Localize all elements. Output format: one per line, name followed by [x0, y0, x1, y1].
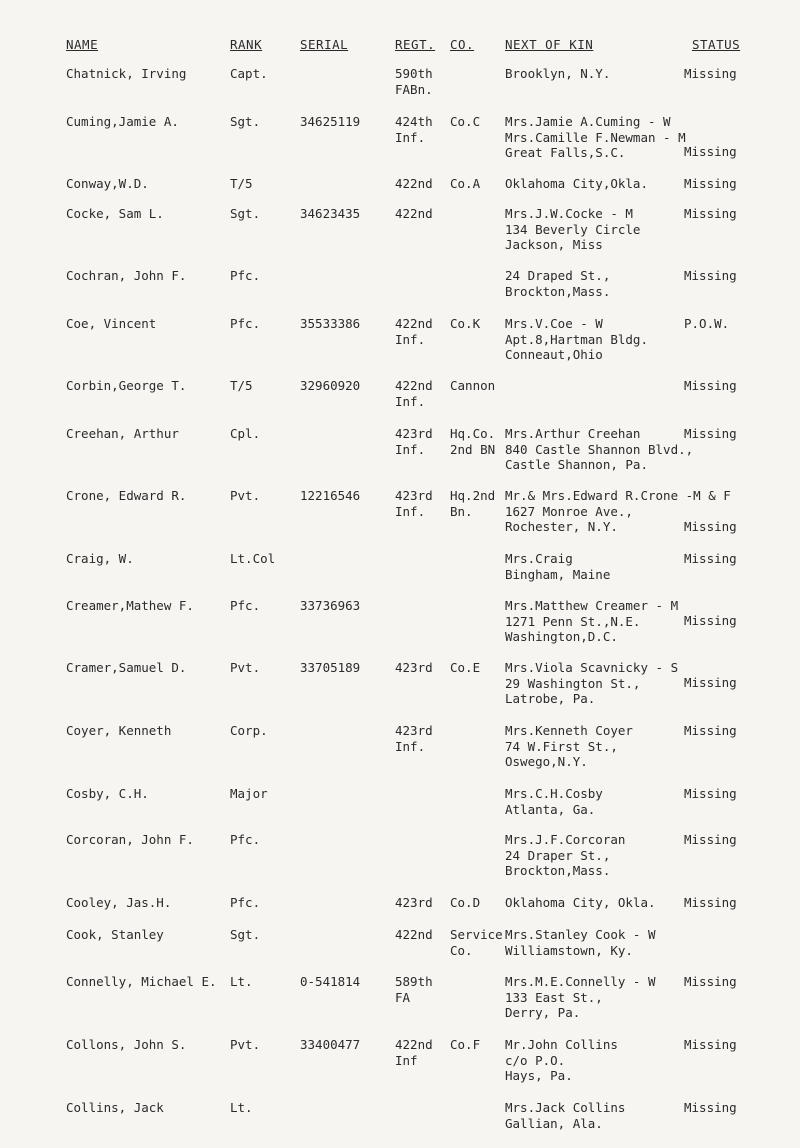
- header-regt: REGT.: [395, 37, 436, 52]
- next-of-kin-line: Mr.John Collins: [505, 1037, 618, 1052]
- serial-number: 35533386: [300, 316, 361, 331]
- regiment: [395, 1037, 433, 1068]
- status-value: Missing: [684, 66, 737, 81]
- serial-number: 33736963: [300, 598, 361, 613]
- next-of-kin-line: 74 W.First St.,: [505, 738, 618, 754]
- status-value: Missing: [684, 895, 737, 910]
- next-of-kin: [505, 114, 686, 161]
- next-of-kin-line: 24 Draped St.,: [505, 268, 611, 283]
- regiment-line: 423rd: [395, 895, 433, 910]
- status-value: Missing: [684, 378, 737, 393]
- soldier-rank: T/5: [230, 176, 253, 191]
- regiment: [395, 426, 433, 457]
- regiment: [395, 176, 433, 192]
- soldier-name: Cosby, C.H.: [66, 786, 149, 801]
- regiment-line: 423rd: [395, 660, 433, 675]
- next-of-kin-line: Atlanta, Ga.: [505, 801, 596, 817]
- soldier-rank: Pvt.: [230, 660, 261, 675]
- soldier-name: Collons, John S.: [66, 1037, 187, 1052]
- soldier-rank: Pvt.: [230, 1037, 261, 1052]
- soldier-name: Cochran, John F.: [66, 268, 187, 283]
- soldier-rank: Lt.: [230, 1100, 253, 1115]
- status-value: Missing: [684, 519, 737, 534]
- regiment: [395, 723, 433, 754]
- company-line: Co.C: [450, 114, 481, 129]
- next-of-kin: [505, 551, 610, 582]
- next-of-kin-line: Mrs.C.H.Cosby: [505, 786, 603, 801]
- next-of-kin-line: Mrs.Viola Scavnicky - S: [505, 660, 679, 675]
- next-of-kin-line: Mrs.Arthur Creehan: [505, 426, 641, 441]
- regiment-line: 422nd: [395, 927, 433, 942]
- soldier-rank: Pfc.: [230, 895, 261, 910]
- regiment-line: 422nd: [395, 378, 433, 393]
- next-of-kin-line: Williamstown, Ky.: [505, 942, 633, 958]
- soldier-rank: Pvt.: [230, 488, 261, 503]
- soldier-rank: Pfc.: [230, 832, 261, 847]
- company-line: Co.D: [450, 895, 481, 910]
- soldier-rank: Sgt.: [230, 927, 261, 942]
- regiment-line: 422nd: [395, 316, 433, 331]
- soldier-name: Coe, Vincent: [66, 316, 157, 331]
- company-line: Co.A: [450, 176, 481, 191]
- next-of-kin-line: Oswego,N.Y.: [505, 754, 588, 769]
- serial-number: 32960920: [300, 378, 361, 393]
- header-rank: RANK: [230, 37, 263, 52]
- regiment-line: 424th: [395, 114, 433, 129]
- company-line: 2nd BN: [450, 441, 496, 457]
- regiment: [395, 488, 433, 519]
- regiment-line: Inf.: [395, 129, 426, 145]
- company: [450, 426, 495, 457]
- soldier-rank: Sgt.: [230, 114, 261, 129]
- soldier-name: Cooley, Jas.H.: [66, 895, 172, 910]
- regiment: [395, 316, 433, 347]
- next-of-kin-line: Castle Shannon, Pa.: [505, 457, 648, 472]
- regiment: [395, 974, 433, 1005]
- soldier-name: Cocke, Sam L.: [66, 206, 164, 221]
- company-line: Hq.Co.: [450, 426, 496, 441]
- regiment: [395, 927, 433, 943]
- next-of-kin-line: Mrs.Camille F.Newman - M: [505, 129, 686, 145]
- next-of-kin-line: Jackson, Miss: [505, 237, 603, 252]
- soldier-rank: Lt.: [230, 974, 253, 989]
- regiment-line: 589th: [395, 974, 433, 989]
- regiment: [395, 114, 433, 145]
- company-line: Bn.: [450, 503, 473, 519]
- next-of-kin-line: Great Falls,S.C.: [505, 145, 626, 160]
- company-line: Service: [450, 927, 503, 942]
- soldier-name: Collins, Jack: [66, 1100, 164, 1115]
- status-value: Missing: [684, 786, 737, 801]
- next-of-kin: [505, 723, 633, 770]
- status-value: Missing: [684, 723, 737, 738]
- next-of-kin-line: Brockton,Mass.: [505, 283, 611, 299]
- status-value: Missing: [684, 206, 737, 221]
- next-of-kin-line: 1627 Monroe Ave.,: [505, 503, 633, 519]
- next-of-kin: [505, 927, 656, 958]
- regiment: [395, 895, 433, 911]
- next-of-kin-line: Brockton,Mass.: [505, 863, 611, 878]
- company-line: Co.F: [450, 1037, 481, 1052]
- soldier-name: Corcoran, John F.: [66, 832, 194, 847]
- next-of-kin: [505, 1100, 625, 1131]
- next-of-kin-line: Mrs.Jack Collins: [505, 1100, 626, 1115]
- soldier-rank: Sgt.: [230, 206, 261, 221]
- company: [450, 316, 480, 332]
- company-line: Cannon: [450, 378, 496, 393]
- serial-number: 33400477: [300, 1037, 361, 1052]
- soldier-name: Creamer,Mathew F.: [66, 598, 194, 613]
- next-of-kin-line: c/o P.O.: [505, 1052, 566, 1068]
- status-value: Missing: [684, 1100, 737, 1115]
- header-co: CO.: [450, 37, 475, 52]
- regiment-line: Inf.: [395, 738, 426, 754]
- soldier-rank: Cpl.: [230, 426, 261, 441]
- company-line: Hq.2nd: [450, 488, 496, 503]
- next-of-kin-line: 1271 Penn St.,N.E.: [505, 613, 641, 629]
- regiment-line: 422nd: [395, 206, 433, 221]
- soldier-rank: Pfc.: [230, 316, 261, 331]
- regiment-line: Inf.: [395, 441, 426, 457]
- header-serial: SERIAL: [300, 37, 349, 52]
- soldier-name: Coyer, Kenneth: [66, 723, 172, 738]
- company-line: Co.: [450, 942, 473, 958]
- regiment-line: 590th: [395, 66, 433, 81]
- header-name: NAME: [66, 37, 99, 52]
- status-value: Missing: [684, 974, 737, 989]
- next-of-kin-line: Apt.8,Hartman Bldg.: [505, 331, 648, 347]
- next-of-kin-line: Mrs.Matthew Creamer - M: [505, 598, 679, 613]
- regiment-line: Inf.: [395, 503, 426, 519]
- regiment-line: FA: [395, 989, 411, 1005]
- next-of-kin: [505, 316, 648, 363]
- next-of-kin-line: Derry, Pa.: [505, 1005, 581, 1020]
- next-of-kin: [505, 206, 640, 253]
- next-of-kin: [505, 598, 678, 645]
- header-status: STATUS: [692, 37, 741, 52]
- next-of-kin: [505, 832, 625, 879]
- regiment-line: 423rd: [395, 488, 433, 503]
- serial-number: 34625119: [300, 114, 361, 129]
- company-line: Co.K: [450, 316, 481, 331]
- company: [450, 895, 480, 911]
- next-of-kin-line: Latrobe, Pa.: [505, 691, 596, 706]
- soldier-name: Crone, Edward R.: [66, 488, 187, 503]
- soldier-rank: Pfc.: [230, 598, 261, 613]
- next-of-kin-line: 840 Castle Shannon Blvd.,: [505, 441, 694, 457]
- regiment-line: 422nd: [395, 1037, 433, 1052]
- next-of-kin: [505, 660, 678, 707]
- company: [450, 114, 480, 130]
- status-value: Missing: [684, 675, 737, 690]
- soldier-name: Craig, W.: [66, 551, 134, 566]
- next-of-kin-line: Washington,D.C.: [505, 629, 618, 644]
- company: [450, 488, 495, 519]
- next-of-kin-line: Mrs.Kenneth Coyer: [505, 723, 633, 738]
- next-of-kin: [505, 974, 656, 1021]
- next-of-kin-line: Mrs.M.E.Connelly - W: [505, 974, 656, 989]
- next-of-kin-line: Brooklyn, N.Y.: [505, 66, 611, 81]
- next-of-kin: [505, 426, 693, 473]
- next-of-kin-line: Mrs.J.W.Cocke - M: [505, 206, 633, 221]
- regiment-line: 423rd: [395, 723, 433, 738]
- serial-number: 12216546: [300, 488, 361, 503]
- soldier-name: Cook, Stanley: [66, 927, 164, 942]
- header-kin: NEXT OF KIN: [505, 37, 594, 52]
- status-value: P.O.W.: [684, 316, 730, 331]
- next-of-kin-line: Hays, Pa.: [505, 1068, 573, 1083]
- soldier-rank: Major: [230, 786, 268, 801]
- next-of-kin-line: 29 Washington St.,: [505, 675, 641, 691]
- next-of-kin: [505, 786, 603, 817]
- soldier-rank: Corp.: [230, 723, 268, 738]
- next-of-kin-line: 133 East St.,: [505, 989, 603, 1005]
- company: [450, 660, 480, 676]
- company: [450, 927, 503, 958]
- serial-number: 33705189: [300, 660, 361, 675]
- regiment-line: Inf: [395, 1052, 418, 1068]
- soldier-name: Creehan, Arthur: [66, 426, 179, 441]
- status-value: Missing: [684, 613, 737, 628]
- next-of-kin-line: Bingham, Maine: [505, 566, 611, 582]
- next-of-kin-line: Oklahoma City, Okla.: [505, 895, 656, 910]
- soldier-rank: T/5: [230, 378, 253, 393]
- next-of-kin: [505, 66, 610, 82]
- status-value: Missing: [684, 832, 737, 847]
- soldier-name: Cramer,Samuel D.: [66, 660, 187, 675]
- soldier-name: Conway,W.D.: [66, 176, 149, 191]
- next-of-kin-line: Mrs.V.Coe - W: [505, 316, 603, 331]
- company: [450, 176, 480, 192]
- next-of-kin-line: Mrs.J.F.Corcoran: [505, 832, 626, 847]
- next-of-kin: [505, 895, 656, 911]
- next-of-kin-line: 24 Draper St.,: [505, 847, 611, 863]
- regiment-line: 422nd: [395, 176, 433, 191]
- company: [450, 378, 495, 394]
- regiment: [395, 66, 433, 97]
- status-value: Missing: [684, 268, 737, 283]
- serial-number: 34623435: [300, 206, 361, 221]
- next-of-kin-line: Conneaut,Ohio: [505, 347, 603, 362]
- status-value: Missing: [684, 176, 737, 191]
- company-line: Co.E: [450, 660, 481, 675]
- soldier-rank: Pfc.: [230, 268, 261, 283]
- company: [450, 1037, 480, 1053]
- next-of-kin-line: Mrs.Jamie A.Cuming - W: [505, 114, 671, 129]
- next-of-kin-line: Mrs.Craig: [505, 551, 573, 566]
- soldier-name: Connelly, Michael E.: [66, 974, 217, 989]
- status-value: Missing: [684, 144, 737, 159]
- regiment: [395, 660, 433, 676]
- next-of-kin: [505, 1037, 618, 1084]
- regiment-line: FABn.: [395, 81, 433, 97]
- status-value: Missing: [684, 551, 737, 566]
- status-value: Missing: [684, 426, 737, 441]
- soldier-name: Cuming,Jamie A.: [66, 114, 179, 129]
- next-of-kin: [505, 176, 648, 192]
- next-of-kin-line: Rochester, N.Y.: [505, 519, 618, 534]
- regiment-line: Inf.: [395, 393, 426, 409]
- regiment-line: Inf.: [395, 331, 426, 347]
- soldier-rank: Capt.: [230, 66, 268, 81]
- regiment: [395, 206, 433, 222]
- next-of-kin: [505, 268, 610, 299]
- next-of-kin-line: Mrs.Stanley Cook - W: [505, 927, 656, 942]
- soldier-name: Chatnick, Irving: [66, 66, 187, 81]
- regiment: [395, 378, 433, 409]
- soldier-name: Corbin,George T.: [66, 378, 187, 393]
- regiment-line: 423rd: [395, 426, 433, 441]
- next-of-kin-line: Oklahoma City,Okla.: [505, 176, 648, 191]
- next-of-kin-line: Gallian, Ala.: [505, 1115, 603, 1131]
- soldier-rank: Lt.Col: [230, 551, 276, 566]
- next-of-kin-line: 134 Beverly Circle: [505, 221, 641, 237]
- serial-number: 0-541814: [300, 974, 361, 989]
- status-value: Missing: [684, 1037, 737, 1052]
- next-of-kin-line: Mr.& Mrs.Edward R.Crone -M & F: [505, 488, 731, 503]
